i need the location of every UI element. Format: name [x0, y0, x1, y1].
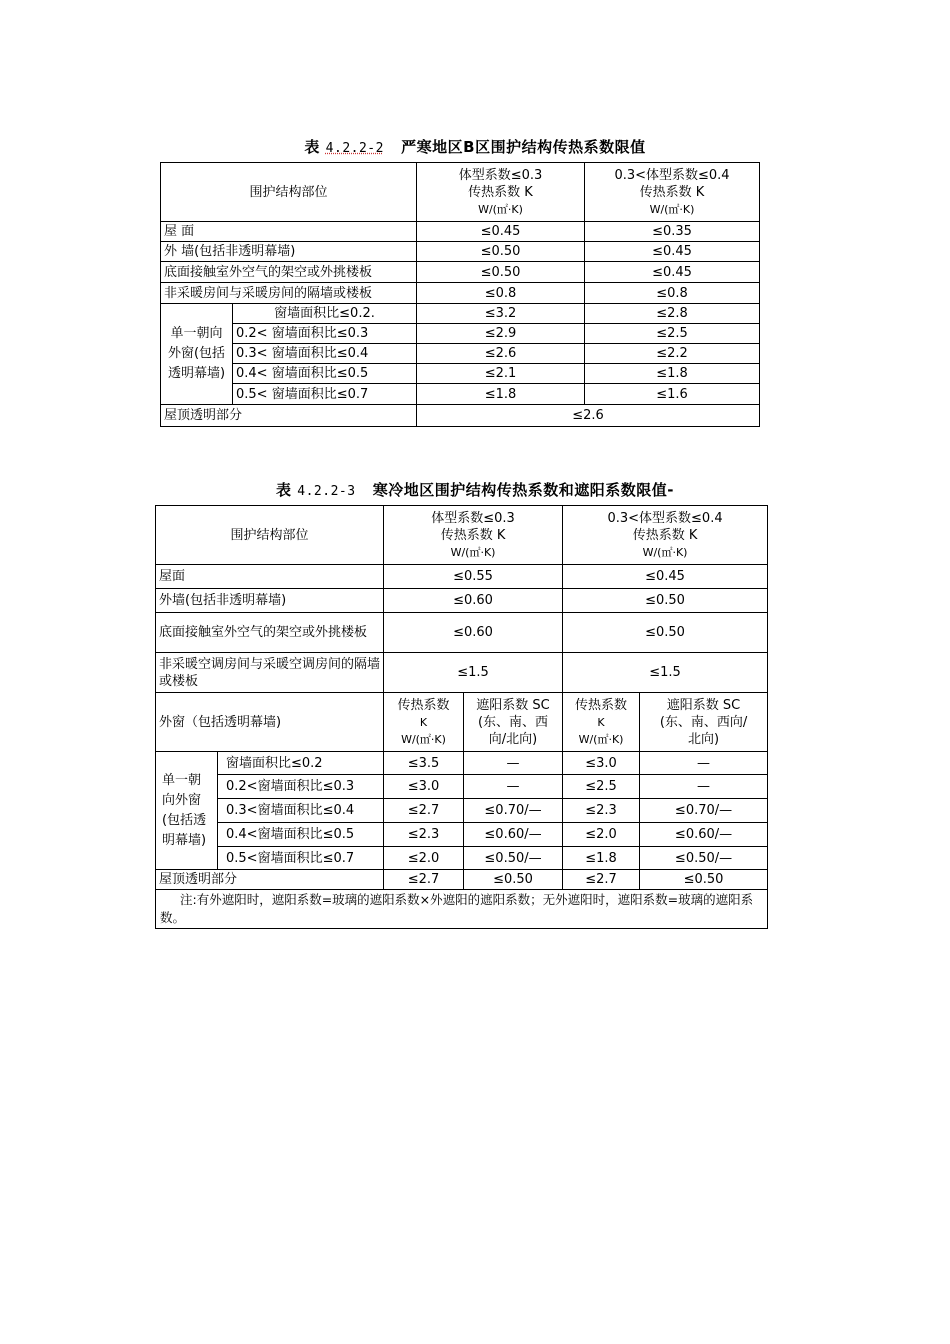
table-row: 底面接触室外空气的架空或外挑楼板 ≤0.50 ≤0.45 — [161, 262, 760, 283]
table-row: 0.3< 窗墙面积比≤0.4 ≤2.6 ≤2.2 — [161, 344, 760, 364]
table2-window-header-label: 外窗（包括透明幕墙) — [156, 693, 384, 752]
table-row: 屋 面 ≤0.45 ≤0.35 — [161, 222, 760, 242]
table-row: 屋顶透明部分 ≤2.7 ≤0.50 ≤2.7 ≤0.50 — [156, 870, 768, 890]
table1-caption-prefix: 表 — [304, 138, 320, 156]
table2-header-col1: 体型系数≤0.3 传热系数 K W/(㎡·K) — [384, 506, 563, 565]
table1-header-row — [161, 163, 760, 222]
table-row: 非采暖空调房间与采暖空调房间的隔墙或楼板 ≤1.5 ≤1.5 — [156, 653, 768, 693]
table1-header-part: 围护结构部位 — [161, 163, 417, 222]
table2-window-header-row — [156, 693, 768, 752]
table-row: 0.4< 窗墙面积比≤0.5 ≤2.1 ≤1.8 — [161, 364, 760, 384]
table2-header-row — [156, 506, 768, 565]
table2-header-col2: 0.3<体型系数≤0.4 传热系数 K W/(㎡·K) — [563, 506, 768, 565]
table-row: 0.5<窗墙面积比≤0.7 ≤2.0 ≤0.50/— ≤1.8 ≤0.50/— — [156, 847, 768, 870]
table-row: 非采暖房间与采暖房间的隔墙或楼板 ≤0.8 ≤0.8 — [161, 283, 760, 304]
table2-caption-prefix: 表 — [276, 481, 292, 499]
table-row: 0.2<窗墙面积比≤0.3 ≤3.0 — ≤2.5 — — [156, 775, 768, 799]
table2-window-header-k2: 传热系数 K W/(㎡·K) — [563, 693, 640, 752]
table1-caption-title: 严寒地区B区围护结构传热系数限值 — [401, 138, 646, 156]
table1-header-col2: 0.3<体型系数≤0.4 传热系数 K W/(㎡·K) — [585, 163, 760, 222]
table2 — [155, 505, 768, 929]
table2-caption-suffix: - — [667, 481, 674, 499]
table2-caption-number: 4.2.2-3 — [297, 484, 356, 499]
table2-header-part: 围护结构部位 — [156, 506, 384, 565]
table-row: 单一朝向外窗(包括透明幕墙) 窗墙面积比≤0.2. ≤3.2 ≤2.8 — [161, 304, 760, 324]
table-row: 0.2< 窗墙面积比≤0.3 ≤2.9 ≤2.5 — [161, 324, 760, 344]
table2-note-row — [156, 890, 768, 929]
table1 — [160, 162, 760, 427]
table-row: 底面接触室外空气的架空或外挑楼板 ≤0.60 ≤0.50 — [156, 613, 768, 653]
table2-window-header-sc1: 遮阳系数 SC (东、南、西 向/北向) — [464, 693, 563, 752]
table2-window-header-k1: 传热系数 K W/(㎡·K) — [384, 693, 464, 752]
table1-window-group: 单一朝向外窗(包括透明幕墙) — [161, 304, 233, 405]
table-row: 外墙(包括非透明幕墙) ≤0.60 ≤0.50 — [156, 589, 768, 613]
table-row: 屋顶透明部分 ≤2.6 — [161, 405, 760, 427]
table-row: 0.3<窗墙面积比≤0.4 ≤2.7 ≤0.70/— ≤2.3 ≤0.70/— — [156, 799, 768, 823]
table-row: 0.4<窗墙面积比≤0.5 ≤2.3 ≤0.60/— ≤2.0 ≤0.60/— — [156, 823, 768, 847]
table2-caption — [0, 479, 950, 500]
table-row: 0.5< 窗墙面积比≤0.7 ≤1.8 ≤1.6 — [161, 384, 760, 405]
table2-caption-title: 寒冷地区围护结构传热系数和遮阳系数限值 — [372, 481, 668, 499]
table-row: 单一朝向外窗(包括透明幕墙) 窗墙面积比≤0.2 ≤3.5 — ≤3.0 — — [156, 752, 768, 775]
table-row: 屋面 ≤0.55 ≤0.45 — [156, 565, 768, 589]
table-row: 外 墙(包括非透明幕墙) ≤0.50 ≤0.45 — [161, 242, 760, 262]
table1-header-col1: 体型系数≤0.3 传热系数 K W/(㎡·K) — [417, 163, 585, 222]
table1-caption-number: 4.2.2-2 — [325, 141, 384, 156]
table2-note: 注:有外遮阳时，遮阳系数=玻璃的遮阳系数×外遮阳的遮阳系数；无外遮阳时，遮阳系数=玻璃的遮阳系数。 — [156, 890, 768, 929]
table2-window-group: 单一朝向外窗(包括透明幕墙) — [156, 752, 218, 870]
table1-caption — [0, 136, 950, 157]
table2-window-header-sc2: 遮阳系数 SC (东、南、西向/ 北向) — [640, 693, 768, 752]
